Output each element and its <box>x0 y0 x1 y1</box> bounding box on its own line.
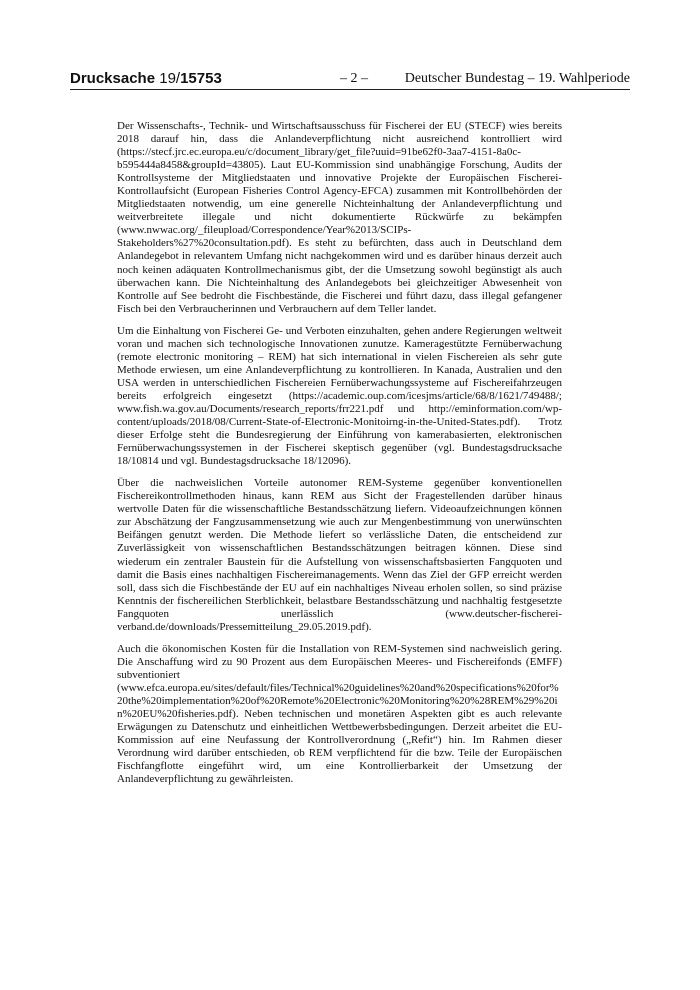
paragraph: Auch die ökonomischen Kosten für die Installation von REM-Systemen sind nachweislich gering. Die Anschaffung wird zu 90 Prozent aus dem Europäischen Meeres- und Fischereifonds (EMFF) subventioniert (www.efca.europa.eu/sites/default/files/Technical%20guidelines%20and%20specifications%20for%20the%20implementation%20of%20Remote%20Electronic%20Monitoring%20%28REM%29%20in%20EU%20fisheries.pdf). Neben technischen und monetären Aspekten gibt es auch relevante Erwägungen zu Datenschutz und einheitlichen Wettbewerbsbedingungen. Derzeit arbeitet die EU-Kommission auf eine Neufassung der Kontrollverordnung („Refit“) hin. Im Rahmen dieser Verordnung wird darüber entschieden, ob REM verpflichtend für die bzw. Teile der Europäischen Fischfangflotte eingeführt wird, um eine Kontrollierbarkeit der Umsetzung der Anlandeverpflichtung zu gewährleisten. <box>117 642 562 786</box>
paragraph: Über die nachweislichen Vorteile autonomer REM-Systeme gegenüber konventionellen Fischereikontrollmethoden hinaus, kann REM aus Sicht der Fragestellenden darüber hinaus wertvolle Daten für die wissenschaftliche Bestandsschätzung liefern. Videoaufzeichnungen können zur Abschätzung der Fangzusammensetzung wie auch zur Mengenbestimmung von unerwünschten Beifängen genutzt werden. Die Methode liefert so verlässliche Daten, die entscheidend zur Zuverlässigkeit von wissenschaftlichen Bestandsschätzungen beitragen können. Diese sind wiederum ein zentraler Baustein für die Aufstellung von wissenschaftsbasierten Fangquoten und damit die Basis eines nachhaltigen Fischereimanagements. Wenn das Ziel der GFP erreicht werden soll, dass sich die Fischbestände der EU auf ein nachhaltiges Niveau erholen sollen, so sind präzise Kenntnis der fischereilichen Sterblichkeit, belastbare Bestandsschätzung und nachhaltig festgesetzte Fangquoten unerlässlich (www.deutscher-fischerei-verband.de/downloads/Pressemitteilung_29.05.2019.pdf). <box>117 477 562 633</box>
paragraph: Um die Einhaltung von Fischerei Ge- und Verboten einzuhalten, gehen andere Regierungen weltweit voran und machen sich technologische Innovationen zunutze. Kameragestützte Fernüberwachung (remote electronic monitoring – REM) hat sich international in vielen Fischereien als sehr gute Methode erwiesen, um eine Anlandeverpflichtung zu kontrollieren. In Kanada, Australien und den USA werden in unterschiedlichen Fischereien Fernüberwachungssysteme auf Fischereifahrzeugen bereits erfolgreich eingesetzt (https://academic.oup.com/icesjms/article/68/8/1621/749488/; www.fish.wa.gov.au/Documents/research_reports/frr221.pdf und http://eminformation.com/wp-content/uploads/2018/08/Current-State-of-Electronic-Monitoirng-in-the-United-States.pdf). Trotz dieser Erfolge steht die Bundesregierung der Einführung von kamerabasierten, elektronischen Fernüberwachungssystemen in der Fischerei skeptisch gegenüber (vgl. Bundestagsdrucksache 18/10814 und vgl. Bundestagsdrucksache 18/12096). <box>117 324 562 468</box>
page-number: – 2 – <box>340 71 368 86</box>
body-text <box>117 120 562 795</box>
page-header <box>70 68 630 90</box>
paragraph: Der Wissenschafts-, Technik- und Wirtschaftsausschuss für Fischerei der EU (STECF) wies bereits 2018 darauf hin, dass die Anlandeverpflichtung nicht ausreichend kontrolliert wird (https://stecf.jrc.ec.europa.eu/c/document_library/get_file?uuid=91be62f0-3aa7-4151-8a0c-b595444a8458&groupId=43805). Laut EU-Kommission sind unabhängige Forschung, Audits der Kontrollsysteme der Mitgliedstaaten und innovative Projekte der Europäischen Fischerei-Kontrollaufsicht (European Fisheries Control Agency-EFCA) zusammen mit Kontrollbehörden der Mitgliedstaaten notwendig, um eine generelle Nichteinhaltung der Anlandeverpflichtung und weitverbreitete illegale und nicht dokumentierte Rückwürfe zu bekämpfen (www.nwwac.org/_fileupload/Correspondence/Year%2013/SCIPs-Stakeholders%27%20consultation.pdf). Es steht zu befürchten, dass auch in Deutschland dem Anlandegebot in relevantem Umfang nicht nachgekommen wird und es darüber hinaus derzeit auch noch keinen adäquaten Kontrollmechanismus gibt, der die Umsetzung sowohl begünstigt als auch überwachen kann. Die Nichteinhaltung des Anlandegebots bei gleichzeitiger Abwesenheit von Kontrolle auf See bedroht die Fischbestände, die Fischerei und führt dazu, dass illegal gefangener Fisch bei den Verbraucherinnen und Verbrauchern auf dem Teller landet. <box>117 120 562 315</box>
header-rule <box>70 89 630 90</box>
doc-number: 19/15753 <box>159 70 222 87</box>
doc-label: Drucksache <box>70 70 156 87</box>
document-number <box>70 70 222 87</box>
institution-label: Deutscher Bundestag – 19. Wahlperiode <box>404 71 630 86</box>
